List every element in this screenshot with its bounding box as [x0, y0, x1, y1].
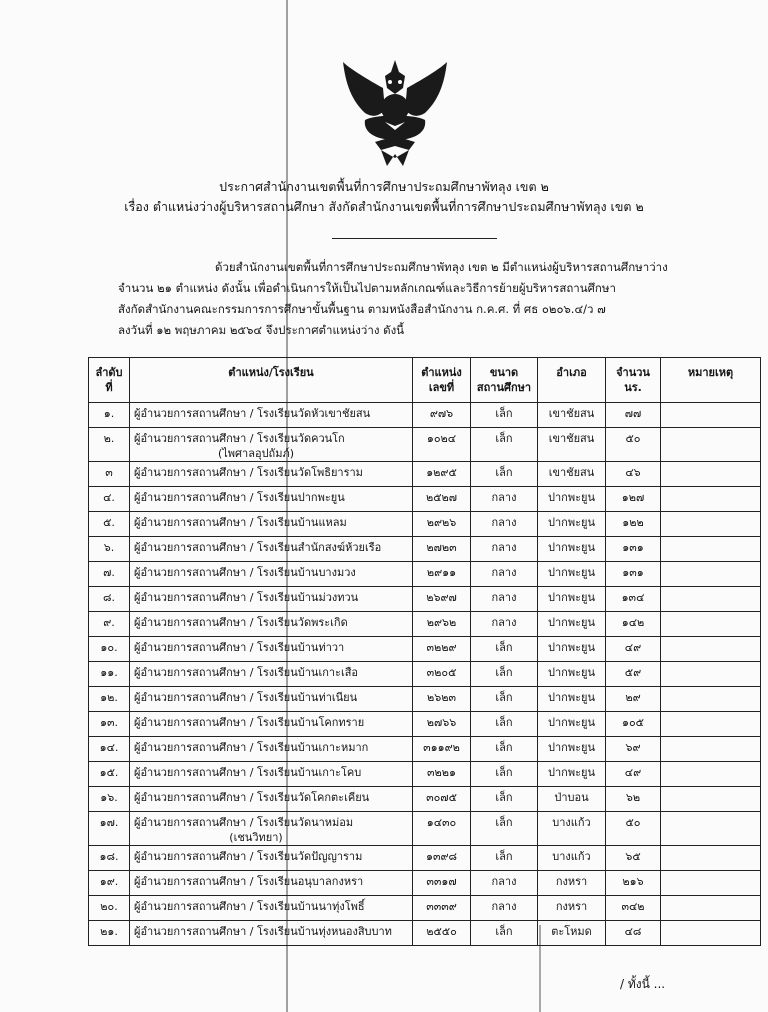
position-text: ผู้อำนวยการสถานศึกษา / โรงเรียนบ้านเกาะเสือ [134, 666, 359, 679]
row-remarks [661, 637, 761, 662]
row-remarks [661, 737, 761, 762]
table-row [89, 712, 761, 737]
position-text: ผู้อำนวยการสถานศึกษา / โรงเรียนบ้านม่วงทวน [134, 591, 359, 604]
row-students: ๕๙ [606, 662, 661, 687]
row-school-size: เล็ก [471, 687, 538, 712]
row-position-school [130, 428, 413, 462]
row-order: ๑๙. [89, 871, 130, 896]
row-position-school [130, 487, 413, 512]
row-order: ๗. [89, 562, 130, 587]
row-order: ๙. [89, 612, 130, 637]
position-subtext: (เชนวิทยา) [229, 831, 283, 844]
position-text: ผู้อำนวยการสถานศึกษา / โรงเรียนวัดนาหม่อม [134, 816, 354, 829]
row-order: ๑๐. [89, 637, 130, 662]
table-row [89, 512, 761, 537]
row-position-school [130, 762, 413, 787]
row-position-number: ๓๒๒๙ [413, 637, 471, 662]
row-position-number: ๒๕๕๐ [413, 921, 471, 946]
body-paragraph-line: จำนวน ๒๑ ตำแหน่ง ดังนั้น เพื่อดำเนินการให้เป็นไปตามหลักเกณฑ์และวิธีการย้ายผู้บริหารสถานศึกษา [118, 281, 616, 295]
table-row [89, 428, 761, 462]
row-position-school [130, 896, 413, 921]
position-text: ผู้อำนวยการสถานศึกษา / โรงเรียนบ้านแหลม [134, 516, 347, 529]
table-row [89, 737, 761, 762]
position-text: ผู้อำนวยการสถานศึกษา / โรงเรียนวัดโคกตะเคียน [134, 791, 370, 804]
row-position-school [130, 812, 413, 846]
row-position-number: ๒๙๒๖ [413, 512, 471, 537]
row-remarks [661, 712, 761, 737]
row-students: ๔๖ [606, 462, 661, 487]
position-text: ผู้อำนวยการสถานศึกษา / โรงเรียนวัดควนโก [134, 432, 345, 445]
row-school-size: กลาง [471, 896, 538, 921]
header-label: จำนวน [616, 366, 650, 379]
row-district: ปากพะยูน [538, 537, 606, 562]
row-position-school [130, 662, 413, 687]
row-position-number: ๓๐๗๕ [413, 787, 471, 812]
row-school-size: กลาง [471, 537, 538, 562]
row-students: ๑๒๗ [606, 487, 661, 512]
row-position-school [130, 871, 413, 896]
header-position-number [413, 358, 471, 403]
row-school-size: เล็ก [471, 812, 538, 846]
table-row [89, 812, 761, 846]
row-students: ๒๑๖ [606, 871, 661, 896]
row-order: ๑๖. [89, 787, 130, 812]
header-label-line2: สถานศึกษา [476, 381, 532, 394]
row-position-number: ๒๗๒๓ [413, 537, 471, 562]
row-position-number: ๑๔๓๐ [413, 812, 471, 846]
header-label-line2 [134, 380, 408, 395]
row-remarks [661, 921, 761, 946]
row-position-number: ๑๒๙๕ [413, 462, 471, 487]
continuation-note: / ทั้งนี้ ... [620, 977, 666, 991]
row-school-size: เล็ก [471, 662, 538, 687]
row-district: กงหรา [538, 896, 606, 921]
row-students: ๖๕ [606, 846, 661, 871]
row-remarks [661, 428, 761, 462]
row-district: ปากพะยูน [538, 587, 606, 612]
table-row [89, 637, 761, 662]
table-row [89, 612, 761, 637]
row-position-number: ๒๖๒๓ [413, 687, 471, 712]
vacancy-table [88, 357, 761, 946]
position-text: ผู้อำนวยการสถานศึกษา / โรงเรียนวัดหัวเขาชัยสน [134, 407, 371, 420]
header-label: ลำดับ [95, 366, 123, 379]
table-row [89, 921, 761, 946]
row-students: ๒๙ [606, 687, 661, 712]
row-order: ๒๑. [89, 921, 130, 946]
row-district: ปากพะยูน [538, 737, 606, 762]
row-school-size: กลาง [471, 562, 538, 587]
row-district: ปากพะยูน [538, 487, 606, 512]
row-position-school [130, 512, 413, 537]
row-position-school [130, 562, 413, 587]
row-position-number: ๓๓๓๙ [413, 896, 471, 921]
row-remarks [661, 562, 761, 587]
table-row [89, 846, 761, 871]
row-school-size: กลาง [471, 487, 538, 512]
table-row [89, 537, 761, 562]
table-row [89, 403, 761, 428]
row-district: เขาชัยสน [538, 462, 606, 487]
row-position-school [130, 612, 413, 637]
header-label-line2: นร. [624, 381, 642, 394]
header-label-line2 [665, 380, 756, 395]
header-students [606, 358, 661, 403]
row-position-number: ๙๗๖ [413, 403, 471, 428]
table-row [89, 687, 761, 712]
row-remarks [661, 762, 761, 787]
row-district: กงหรา [538, 871, 606, 896]
row-position-school [130, 921, 413, 946]
announcement-title: ประกาศสำนักงานเขตพื้นที่การศึกษาประถมศึกษาพัทลุง เขต ๒ [219, 179, 549, 194]
row-district: ปากพะยูน [538, 662, 606, 687]
table-row [89, 587, 761, 612]
row-district: เขาชัยสน [538, 403, 606, 428]
row-position-number: ๑๓๙๘ [413, 846, 471, 871]
row-district: ปากพะยูน [538, 712, 606, 737]
position-text: ผู้อำนวยการสถานศึกษา / โรงเรียนบ้านท่าวา [134, 641, 345, 654]
row-position-school [130, 737, 413, 762]
row-position-number: ๒๙๑๑ [413, 562, 471, 587]
position-text: ผู้อำนวยการสถานศึกษา / โรงเรียนอนุบาลกงหรา [134, 875, 364, 888]
row-remarks [661, 896, 761, 921]
position-text: ผู้อำนวยการสถานศึกษา / โรงเรียนบ้านโคกทราย [134, 716, 365, 729]
row-position-school [130, 462, 413, 487]
row-position-school [130, 687, 413, 712]
row-order: ๘. [89, 587, 130, 612]
title-divider [332, 238, 497, 239]
row-remarks [661, 462, 761, 487]
row-students: ๖๒ [606, 787, 661, 812]
position-text: ผู้อำนวยการสถานศึกษา / โรงเรียนวัดโพธิยาราม [134, 466, 363, 479]
row-district: ตะโหมด [538, 921, 606, 946]
row-position-school [130, 537, 413, 562]
header-remarks [661, 358, 761, 403]
row-school-size: กลาง [471, 612, 538, 637]
row-students: ๑๓๔ [606, 587, 661, 612]
position-text: ผู้อำนวยการสถานศึกษา / โรงเรียนสำนักสงฆ์ห้วยเรือ [134, 541, 382, 554]
row-district: ปากพะยูน [538, 512, 606, 537]
row-district: ป่าบอน [538, 787, 606, 812]
header-label: ตำแหน่ง/โรงเรียน [228, 366, 314, 379]
header-school-size [471, 358, 538, 403]
row-district: ปากพะยูน [538, 762, 606, 787]
row-remarks [661, 662, 761, 687]
row-remarks [661, 487, 761, 512]
row-remarks [661, 687, 761, 712]
position-text: ผู้อำนวยการสถานศึกษา / โรงเรียนปากพะยูน [134, 491, 345, 504]
body-paragraph-line: ลงวันที่ ๑๒ พฤษภาคม ๒๕๖๔ จึงประกาศตำแหน่งว่าง ดังนี้ [118, 323, 405, 337]
row-order: ๑๘. [89, 846, 130, 871]
row-school-size: เล็ก [471, 428, 538, 462]
row-students: ๑๐๕ [606, 712, 661, 737]
announcement-subject: เรื่อง ตำแหน่งว่างผู้บริหารสถานศึกษา สังกัดสำนักงานเขตพื้นที่การศึกษาประถมศึกษาพัทลุง เขต ๒ [124, 199, 644, 214]
row-order: ๑๑. [89, 662, 130, 687]
table-row [89, 787, 761, 812]
row-position-number: ๒๙๖๒ [413, 612, 471, 637]
table-row [89, 762, 761, 787]
body-paragraph-line: ด้วยสำนักงานเขตพื้นที่การศึกษาประถมศึกษาพัทลุง เขต ๒ มีตำแหน่งผู้บริหารสถานศึกษาว่าง [215, 260, 668, 274]
row-school-size: เล็ก [471, 403, 538, 428]
header-label: ขนาด [489, 366, 519, 379]
row-order: ๑๓. [89, 712, 130, 737]
row-remarks [661, 537, 761, 562]
row-district: บางแก้ว [538, 846, 606, 871]
table-row [89, 896, 761, 921]
position-text: ผู้อำนวยการสถานศึกษา / โรงเรียนวัดปัญญาราม [134, 850, 363, 863]
row-school-size: เล็ก [471, 462, 538, 487]
position-subtext: (ไพศาลอุปถัมภ์) [217, 447, 295, 460]
row-district: ปากพะยูน [538, 687, 606, 712]
row-students: ๔๙ [606, 637, 661, 662]
position-text: ผู้อำนวยการสถานศึกษา / โรงเรียนบ้านท่าเนียน [134, 691, 358, 704]
row-school-size: เล็ก [471, 637, 538, 662]
position-text: ผู้อำนวยการสถานศึกษา / โรงเรียนวัดพระเกิด [134, 616, 348, 629]
row-order: ๑๒. [89, 687, 130, 712]
row-students: ๕๐ [606, 428, 661, 462]
row-position-number: ๓๒๒๑ [413, 762, 471, 787]
row-position-school [130, 712, 413, 737]
row-position-number: ๓๒๐๕ [413, 662, 471, 687]
row-order: ๑๔. [89, 737, 130, 762]
row-order: ๑๕. [89, 762, 130, 787]
row-position-number: ๓๓๑๗ [413, 871, 471, 896]
row-students: ๓๔๒ [606, 896, 661, 921]
table-row [89, 487, 761, 512]
row-remarks [661, 403, 761, 428]
row-remarks [661, 512, 761, 537]
row-remarks [661, 587, 761, 612]
row-remarks [661, 612, 761, 637]
table-row [89, 562, 761, 587]
row-remarks [661, 846, 761, 871]
header-district [538, 358, 606, 403]
row-district: เขาชัยสน [538, 428, 606, 462]
row-students: ๑๒๒ [606, 512, 661, 537]
row-order: ๕. [89, 512, 130, 537]
row-school-size: เล็ก [471, 921, 538, 946]
row-students: ๔๘ [606, 921, 661, 946]
row-school-size: เล็ก [471, 737, 538, 762]
header-label-line2: ที่ [105, 381, 113, 394]
position-text: ผู้อำนวยการสถานศึกษา / โรงเรียนบ้านเกาะหมาก [134, 741, 369, 754]
row-students: ๖๙ [606, 737, 661, 762]
table-row [89, 462, 761, 487]
row-position-number: ๒๗๖๖ [413, 712, 471, 737]
row-position-number: ๑๐๒๔ [413, 428, 471, 462]
row-order: ๑๗. [89, 812, 130, 846]
row-students: ๑๓๑ [606, 537, 661, 562]
row-school-size: กลาง [471, 587, 538, 612]
garuda-emblem [335, 58, 455, 168]
position-text: ผู้อำนวยการสถานศึกษา / โรงเรียนบ้านเกาะโคบ [134, 766, 362, 779]
row-remarks [661, 871, 761, 896]
row-position-school [130, 637, 413, 662]
row-district: ปากพะยูน [538, 637, 606, 662]
position-text: ผู้อำนวยการสถานศึกษา / โรงเรียนบ้านนาทุ่งโพธิ์ [134, 900, 365, 913]
table-row [89, 662, 761, 687]
row-students: ๕๐ [606, 812, 661, 846]
row-school-size: เล็ก [471, 762, 538, 787]
table-header-row [89, 358, 761, 403]
header-label-line2 [542, 380, 601, 395]
row-position-number: ๒๕๒๗ [413, 487, 471, 512]
table-row [89, 871, 761, 896]
row-remarks [661, 812, 761, 846]
position-text: ผู้อำนวยการสถานศึกษา / โรงเรียนบ้านทุ่งหนองสิบบาท [134, 925, 392, 938]
header-position-school [130, 358, 413, 403]
row-order: ๒๐. [89, 896, 130, 921]
header-label-line2: เลขที่ [428, 381, 455, 394]
row-position-number: ๓๑๑๙๒ [413, 737, 471, 762]
row-students: ๑๔๒ [606, 612, 661, 637]
row-position-school [130, 587, 413, 612]
row-school-size: กลาง [471, 512, 538, 537]
row-students: ๗๗ [606, 403, 661, 428]
row-order: ๒. [89, 428, 130, 462]
row-position-number: ๒๖๙๗ [413, 587, 471, 612]
header-label: อำเภอ [556, 366, 587, 379]
row-order: ๖. [89, 537, 130, 562]
row-order: ๓ [89, 462, 130, 487]
position-text: ผู้อำนวยการสถานศึกษา / โรงเรียนบ้านบางมวง [134, 566, 356, 579]
row-district: บางแก้ว [538, 812, 606, 846]
row-district: ปากพะยูน [538, 562, 606, 587]
row-district: ปากพะยูน [538, 612, 606, 637]
row-position-school [130, 403, 413, 428]
row-school-size: เล็ก [471, 846, 538, 871]
row-school-size: เล็ก [471, 787, 538, 812]
header-order [89, 358, 130, 403]
row-school-size: เล็ก [471, 712, 538, 737]
body-paragraph-line: สังกัดสำนักงานคณะกรรมการการศึกษาขั้นพื้นฐาน ตามหนังสือสำนักงาน ก.ค.ศ. ที่ ศธ ๐๒๐๖.๔/ว ๗ [118, 302, 606, 316]
row-position-school [130, 846, 413, 871]
row-students: ๑๓๑ [606, 562, 661, 587]
row-position-school [130, 787, 413, 812]
header-label: หมายเหตุ [687, 366, 734, 379]
row-school-size: กลาง [471, 871, 538, 896]
row-order: ๔. [89, 487, 130, 512]
row-order: ๑. [89, 403, 130, 428]
header-label: ตำแหน่ง [421, 366, 462, 379]
row-remarks [661, 787, 761, 812]
row-students: ๔๙ [606, 762, 661, 787]
